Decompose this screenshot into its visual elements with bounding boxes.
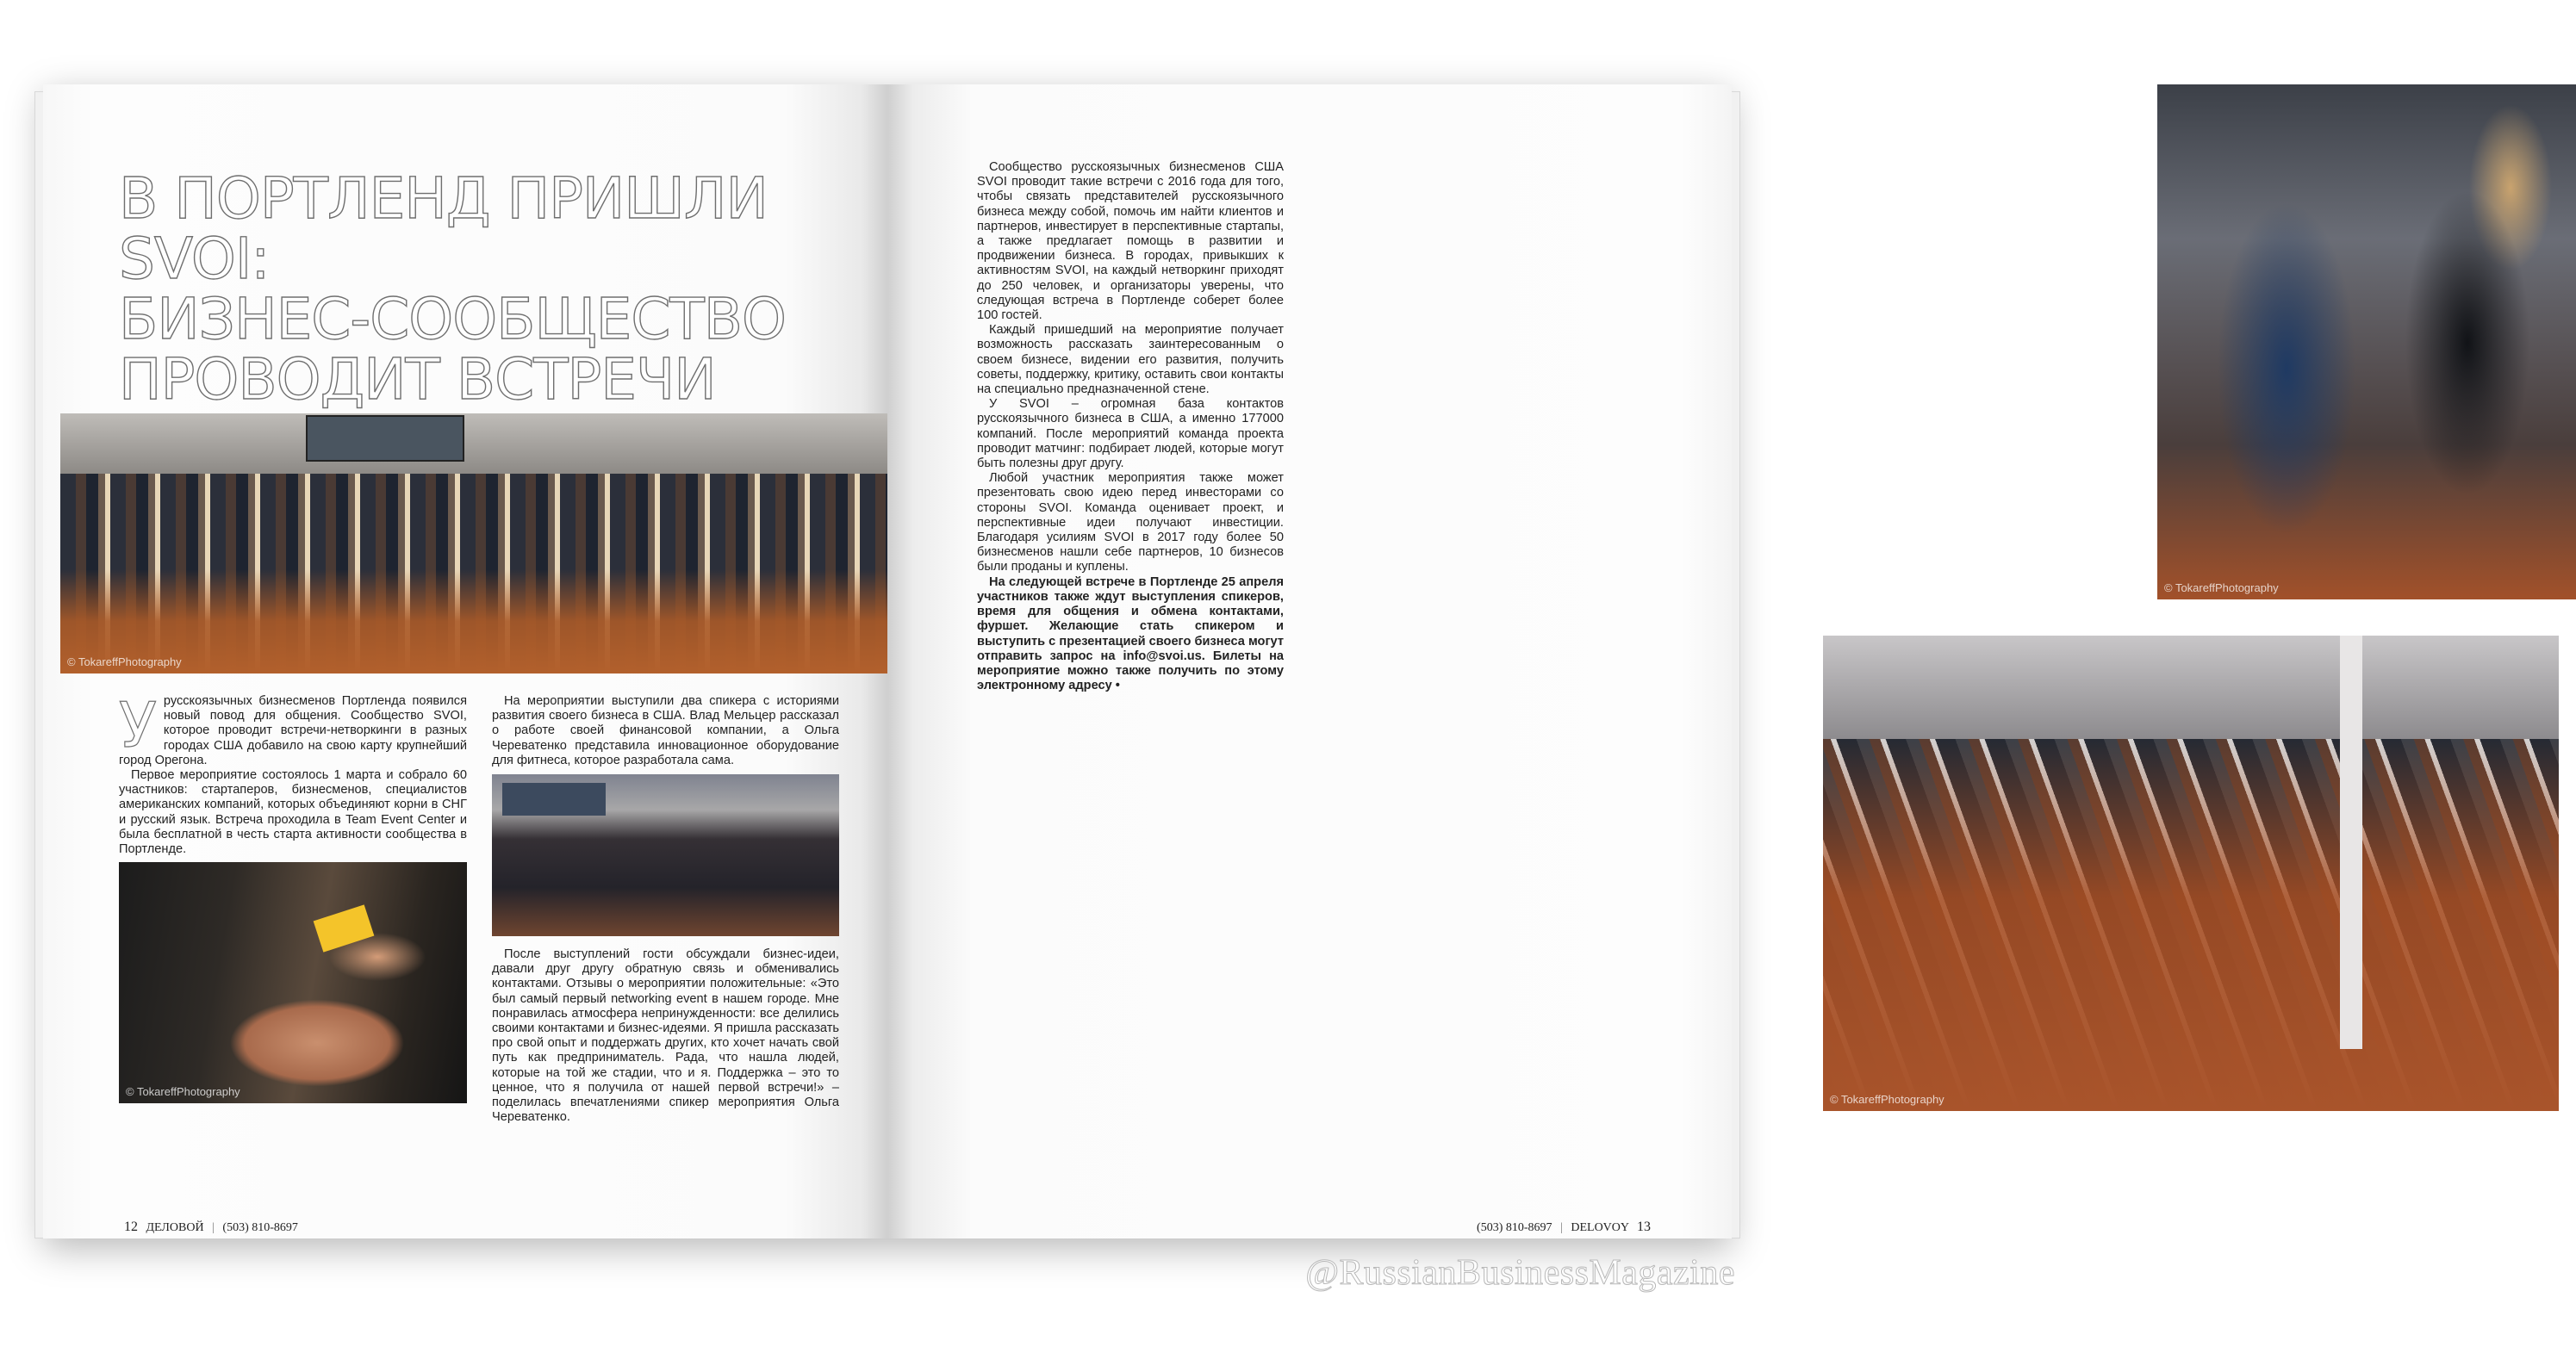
article-column-2 — [492, 694, 839, 768]
paragraph: У SVOI – огромная база контактов русскоязычного бизнеса в США, а именно 177000 компаний. После мероприятий команда проекта проводит матчинг: подбирает людей, которые могут быть полезны друг другу. — [977, 397, 1284, 471]
page-number: 13 — [1637, 1220, 1651, 1234]
headline-line-2: БИЗНЕС-СООБЩЕСТВО — [119, 286, 786, 352]
folio-left — [119, 1220, 298, 1235]
paragraph: русскоязычных бизнесменов Портленда появился новый повод для общения. Сообщество SVOI, которое проводит встречи-нетворкинги в разных городах США добавило на свою карту крупнейший город Орегона. — [119, 694, 467, 767]
divider: | — [1560, 1221, 1563, 1234]
magazine-title: DELOVOY — [1571, 1221, 1629, 1234]
divider: | — [212, 1221, 215, 1234]
paragraph: На мероприятии выступили два спикера с историями развития своего бизнеса в США. Влад Мельцер рассказал о работе своей финансовой компании, а Ольга Череватенко представила инновационное оборудование для фитнеса, которое разработала сама. — [492, 694, 839, 767]
article-column-1 — [119, 689, 467, 857]
room-overview-photo — [1823, 636, 2559, 1111]
watermark: @RussianBusinessMagazine — [1305, 1253, 1735, 1293]
article-column-right — [977, 160, 1284, 693]
left-page — [43, 84, 887, 1238]
page-number: 12 — [124, 1220, 138, 1234]
phone-number: (503) 810-8697 — [1477, 1221, 1552, 1234]
headline-line-1: В ПОРТЛЕНД ПРИШЛИ SVOI: — [119, 165, 768, 292]
photo-credit: © TokareffPhotography — [1830, 1093, 1944, 1106]
paragraph: После выступлений гости обсуждали бизнес-идеи, давали друг другу обратную связь и обменивались контактами. Отзывы о мероприятии положительные: «Это был самый первый networking event в нашем городе. Мне понравилась атмосфера непринужденности: все делились своими контактами и бизнес-идеями. Я пришла рассказать про свой опыт и поддержать других, кто хочет начать свой путь как предприниматель. Рада, что нашла людей, которые на той же стадии, что и я. Поддержка – это то ценное, что я получила от нашей первой встречи!» – поделилась впечатлениями спикер мероприятия Ольга Череватенко. — [492, 947, 839, 1125]
magazine-spread — [43, 84, 2279, 1238]
photo-credit: © TokareffPhotography — [126, 1085, 240, 1098]
photo-credit: © TokareffPhotography — [2164, 581, 2279, 594]
photo-credit: © TokareffPhotography — [67, 655, 182, 668]
paragraph-bold: На следующей встрече в Портленде 25 апреля участников также ждут выступления спикеров, время для общения и обмена контактами, фуршет. Желающие стать спикером и выступить с презентацией своего бизнеса могут отправить запрос на info@svoi.us. Билеты на мероприятие можно также получить по этому электронному адресу • — [977, 574, 1284, 693]
phone-number: (503) 810-8697 — [222, 1221, 298, 1234]
handshake-photo — [119, 862, 467, 1103]
article-column-2-continued — [492, 947, 839, 1125]
paragraph: Каждый пришедший на мероприятие получает возможность рассказать заинтересованным о своем бизнесе, видении его развития, получить советы, поддержку, критику, оставить свои контакты на специально предназначенной стене. — [977, 323, 1284, 397]
paragraph: Любой участник мероприятия также может презентовать свою идею перед инвесторами со стороны SVOI. Команда оценивает проект, и перспективные идеи получают инвестиции. Благодаря усилиям SVOI в 2017 году более 50 бизнесменов нашли себе партнеров, 10 бизнесов были проданы и куплены. — [977, 471, 1284, 574]
right-page — [887, 84, 2279, 1238]
group-photo — [60, 413, 887, 674]
paragraph: Первое мероприятие состоялось 1 марта и собрало 60 участников: стартаперов, бизнесменов, специалистов американских компаний, которых объединяют корни в СНГ и русский язык. Встреча проходила в Team Event Center и была бесплатной в честь старта активности сообщества в Портленде. — [119, 768, 467, 857]
paragraph: Сообщество русскоязычных бизнесменов США SVOI проводит такие встречи с 2016 года для того, чтобы связать представителей русскоязычного бизнеса между собой, помочь им найти клиентов и партнеров, инвестирует в перспективные стартапы, а также предлагает помощь в развитии и продвижении бизнеса. В городах, привыкших к активностям SVOI, на каждый нетворкинг приходят до 250 человек, и организаторы уверены, что следующая встреча в Портленде соберет более 100 гостей. — [977, 160, 1284, 323]
speakers-crowd-photo — [492, 774, 839, 936]
headline-line-3: ПРОВОДИТ ВСТРЕЧИ — [119, 346, 716, 413]
magazine-title: ДЕЛОВОЙ — [146, 1221, 204, 1234]
folio-right — [1477, 1220, 1656, 1235]
dropcap: У — [119, 689, 157, 761]
couple-photo — [2157, 84, 2576, 599]
